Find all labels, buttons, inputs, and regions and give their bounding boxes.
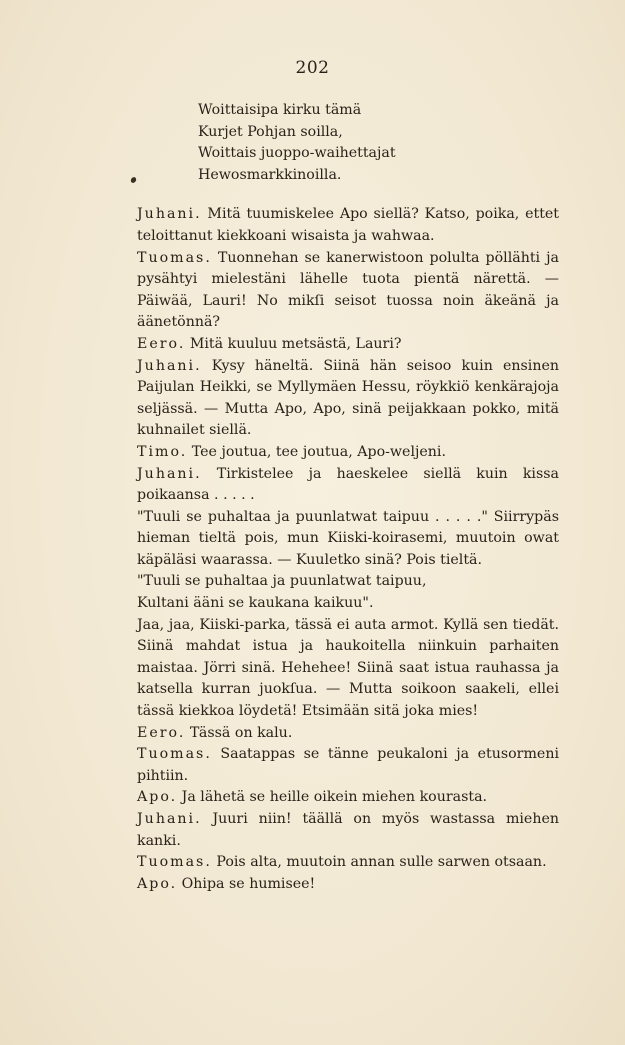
dialogue-paragraph	[137, 723, 559, 745]
dialogue-paragraph	[137, 874, 559, 896]
dialogue-text: Ja lähetä se heille oikein miehen kourasta.	[181, 789, 488, 806]
speaker-name: Eero.	[137, 724, 186, 741]
speaker-name: Tuomas.	[137, 249, 212, 266]
dialogue-text: Juuri niin! täällä on myös wastassa miehen kanki.	[137, 811, 560, 849]
speaker-name: Juhani.	[137, 206, 202, 223]
dialogue-text: Mitä kuuluu metsästä, Lauri?	[189, 335, 402, 352]
dialogue-text: Tässä on kalu.	[189, 724, 293, 741]
dialogue-text: "Tuuli se puhaltaa ja puunlatwat taipuu . . . . ." Siirrypäs hieman tieltä pois, mun Kiiski-koirasemi, muutoin owat käpäläsi waarassa. — Kuuletko sinä? Pois tieltä.	[137, 508, 559, 568]
page-number: 202	[295, 58, 330, 78]
speaker-name: Apo.	[137, 875, 178, 892]
speaker-name: Timo.	[137, 443, 188, 460]
speaker-name: Juhani.	[137, 357, 202, 374]
dialogue-paragraph	[137, 204, 559, 247]
speaker-name: Tuomas.	[137, 854, 212, 871]
dialogue-text: Ohipa se humisee!	[181, 875, 316, 892]
dialogue-text: Mitä tuumiskelee Apo siellä? Katso, poika, ettet teloittanut kiekkoani wisaista ja wahwaa.	[137, 206, 559, 244]
speaker-name: Apo.	[137, 789, 178, 806]
dialogue-text: Kysy häneltä. Siinä hän seisoo kuin ensinen Paijulan Heikki, se Myllymäen Hessu, röykkiö kenkärajoja seljässä. — Mutta Apo, Apo, sinä peijakkaan pokko, mitä kuhnailet siellä.	[137, 357, 560, 439]
dialogue-paragraph	[137, 809, 559, 852]
dialogue-text: Pois alta, muutoin annan sulle sarwen otsaan.	[216, 854, 547, 871]
dialogue-paragraph	[137, 507, 559, 572]
speaker-name: Juhani.	[137, 465, 202, 482]
dialogue-paragraph	[137, 248, 559, 334]
dialogue-text: Saatappas se tänne peukaloni ja etusormeni pihtiin.	[137, 746, 559, 784]
dialogue-paragraph	[137, 356, 559, 442]
dialogue-paragraph	[137, 852, 559, 874]
song-line: Kultani ääni se kaukana kaikuu".	[137, 595, 374, 612]
page-text	[137, 100, 559, 895]
speaker-name: Eero.	[137, 335, 186, 352]
verse-line: Hewosmarkkinoilla.	[198, 166, 342, 183]
song-quote	[137, 571, 559, 614]
dialogue-paragraph	[137, 464, 559, 507]
dialogue-text: Tuonnehan se kanerwistoon polulta pöllähti ja pysähtyi mielestäni lähelle tuota pientä närettä. — Päiwää, Lauri! No mikſi seisot tuossa noin äkeänä ja äänetönnä?	[137, 249, 559, 331]
dialogue-paragraph	[137, 787, 559, 809]
dialogue-paragraph	[137, 334, 559, 356]
dialogue-paragraph	[137, 442, 559, 464]
dialogue-paragraph	[137, 744, 559, 787]
verse-line: Woittais juoppo-waihettajat	[198, 145, 396, 162]
verse-stanza	[137, 100, 559, 186]
dialogue-text: Tee joutua, tee joutua, Apo-weljeni.	[191, 443, 446, 460]
verse-line: Kurjet Pohjan soilla,	[198, 123, 343, 140]
dialogue-paragraph	[137, 615, 559, 723]
speaker-name: Juhani.	[137, 811, 202, 827]
dialogue-text: Jaa, jaa, Kiiski-parka, tässä ei auta armot. Kyllä sen tiedät. Siinä mahdat istua ja haukoitella niinkuin parhaiten maistaa. Jörri sinä. Hehehee! Siinä saat istua rauhassa ja katsella kurran juokſua. — Mutta soikoon saakeli, ellei tässä kiekkoa löydetä! Etsimään sitä joka mies!	[137, 616, 559, 720]
verse-line: Woittaisipa kirku tämä	[198, 102, 362, 118]
speaker-name: Tuomas.	[137, 746, 212, 763]
song-line: "Tuuli se puhaltaa ja puunlatwat taipuu,	[137, 573, 427, 590]
dialogue-text: Tirkistelee ja haeskelee siellä kuin kissa poikaansa . . . . .	[137, 465, 559, 504]
